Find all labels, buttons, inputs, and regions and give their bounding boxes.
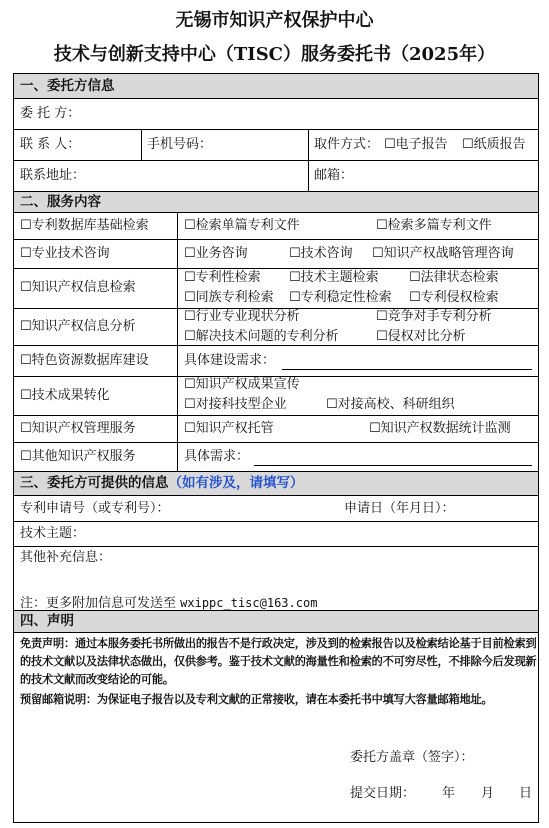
other-requirement-label: 具体需求： xyxy=(184,449,250,464)
address-label: 联系地址： xyxy=(20,168,86,183)
filing-date-label: 申请日（年月日）： xyxy=(344,501,455,516)
service-category-other[interactable]: ☐其他知识产权服务 xyxy=(20,449,136,464)
service-category-consulting[interactable]: ☐专业技术咨询 xyxy=(20,246,110,261)
service-category-info-search[interactable]: ☐知识产权信息检索 xyxy=(20,280,136,295)
option-infringement-search[interactable]: ☐专利侵权检索 xyxy=(409,290,499,305)
option-statistics-monitoring[interactable]: ☐知识产权数据统计监测 xyxy=(369,421,511,436)
option-single-patent[interactable]: ☐检索单篇专利文件 xyxy=(184,218,300,233)
document-subtitle: 技术与创新支持中心（TISC）服务委托书（2025年） xyxy=(53,44,496,65)
date-day: 日 xyxy=(519,786,533,801)
option-stability-search[interactable]: ☐专利稳定性检索 xyxy=(289,290,392,305)
service-category-basic-search[interactable]: ☐专利数据库基础检索 xyxy=(20,218,149,233)
option-business-consulting[interactable]: ☐业务咨询 xyxy=(184,246,248,261)
option-problem-analysis[interactable]: ☐解决技术问题的专利分析 xyxy=(184,329,339,344)
option-tech-enterprise[interactable]: ☐对接科技型企业 xyxy=(184,397,287,412)
other-requirement-line[interactable] xyxy=(254,465,532,466)
email-label: 邮箱： xyxy=(314,168,354,183)
service-category-management[interactable]: ☐知识产权管理服务 xyxy=(20,421,136,436)
option-universities[interactable]: ☐对接高校、科研组织 xyxy=(326,397,455,412)
tisc-email-link[interactable]: wxippc_tisc@163.com xyxy=(180,596,318,610)
section2-heading: 二、服务内容 xyxy=(20,194,101,210)
seal-signature-label: 委托方盖章（签字）： xyxy=(350,750,474,765)
pickup-label: 取件方式： xyxy=(314,137,380,152)
technical-topic-label: 技术主题： xyxy=(20,526,86,541)
additional-info-note: 注：更多附加信息可发送至 wxippc_tisc@163.com xyxy=(20,596,318,611)
section1-heading: 一、委托方信息 xyxy=(20,78,115,94)
client-label: 委 托 方： xyxy=(20,106,81,121)
patent-number-label: 专利申请号（或专利号）： xyxy=(20,501,170,516)
option-multi-patent[interactable]: ☐检索多篇专利文件 xyxy=(376,218,492,233)
disclaimer-paragraph: 免责声明：通过本服务委托书所做出的报告不是行政决定，涉及到的检索报告以及检索结论基于目前检索到的技术文献以及法律状态做出，仅供参考。鉴于技术文献的海量性和检索的不可穷尽性，不排除今后发现新的技术文献而改变结论的可能。 xyxy=(20,637,537,686)
other-info-label: 其他补充信息： xyxy=(20,550,112,565)
section3-heading: 三、委托方可提供的信息（如有涉及，请填写） xyxy=(20,475,304,491)
option-industry-analysis[interactable]: ☐行业专业现状分析 xyxy=(184,309,300,324)
phone-label: 手机号码： xyxy=(147,137,213,152)
commission-form xyxy=(13,73,539,823)
option-family-search[interactable]: ☐同族专利检索 xyxy=(184,290,274,305)
option-topic-search[interactable]: ☐技术主题检索 xyxy=(289,270,379,285)
service-category-info-analysis[interactable]: ☐知识产权信息分析 xyxy=(20,319,136,334)
submit-date-label: 提交日期： xyxy=(350,786,416,801)
pickup-paper-checkbox[interactable]: ☐纸质报告 xyxy=(462,137,526,152)
date-month: 月 xyxy=(481,786,495,801)
pickup-electronic-checkbox[interactable]: ☐电子报告 xyxy=(384,137,448,152)
contact-label: 联 系 人： xyxy=(20,137,81,152)
document-title: 无锡市知识产权保护中心 xyxy=(175,10,374,31)
database-requirement-label: 具体建设需求： xyxy=(184,353,276,368)
option-infringement-analysis[interactable]: ☐侵权对比分析 xyxy=(376,329,466,344)
section4-band xyxy=(14,610,538,632)
option-patentability-search[interactable]: ☐专利性检索 xyxy=(184,270,261,285)
section4-heading: 四、声明 xyxy=(20,613,74,629)
service-category-transfer[interactable]: ☐技术成果转化 xyxy=(20,388,110,403)
date-year: 年 xyxy=(442,786,456,801)
database-requirement-line[interactable] xyxy=(282,369,532,370)
option-legal-status-search[interactable]: ☐法律状态检索 xyxy=(409,270,499,285)
option-strategy-consulting[interactable]: ☐知识产权战略管理咨询 xyxy=(372,246,514,261)
service-category-database[interactable]: ☐特色资源数据库建设 xyxy=(20,353,149,368)
option-technical-consulting[interactable]: ☐技术咨询 xyxy=(289,246,353,261)
mailbox-note: 预留邮箱说明：为保证电子报告以及专利文献的正常接收，请在本委托书中填写大容量邮箱地址。 xyxy=(20,693,493,706)
option-promotion[interactable]: ☐知识产权成果宣传 xyxy=(184,377,300,392)
option-custody[interactable]: ☐知识产权托管 xyxy=(184,421,274,436)
option-competitor-analysis[interactable]: ☐竞争对手专利分析 xyxy=(376,309,492,324)
section3-heading-note: （如有涉及，请填写） xyxy=(168,475,304,491)
